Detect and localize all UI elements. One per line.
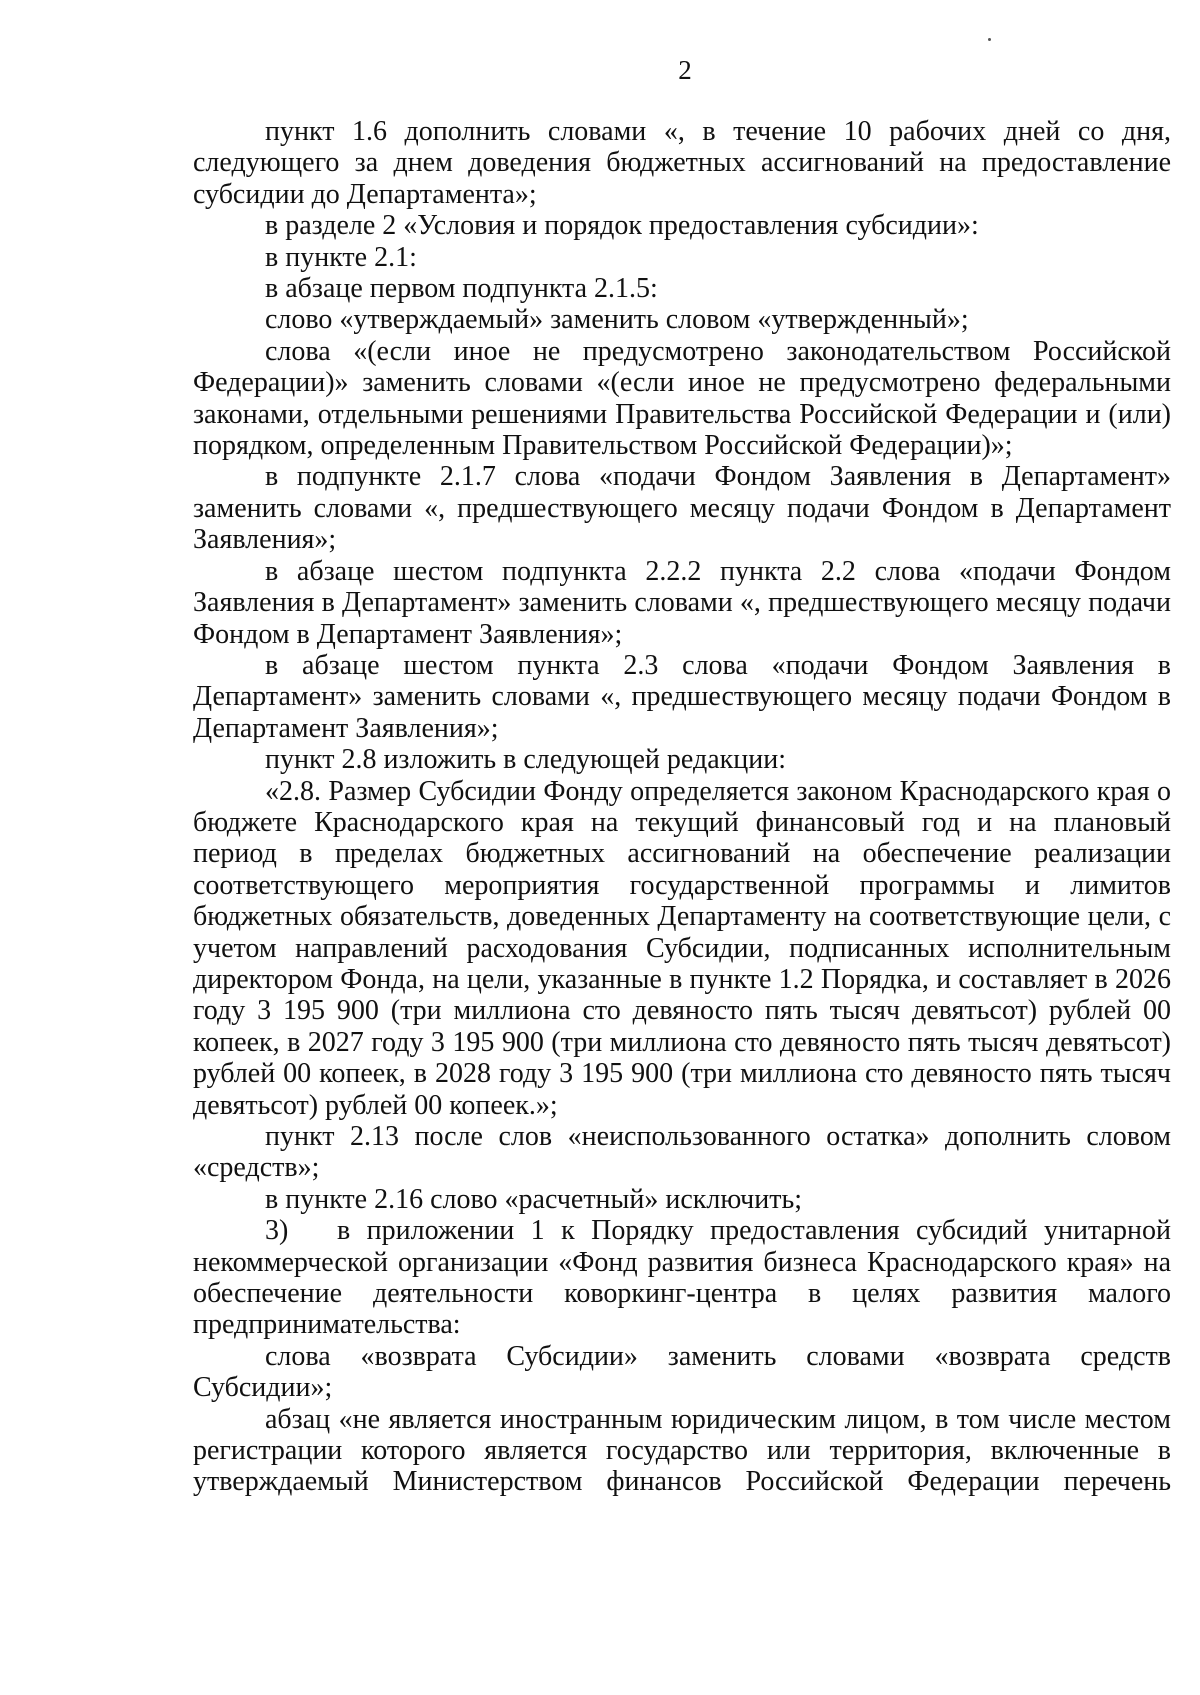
paragraph: в абзаце шестом пункта 2.3 слова «подачи Фондом Заявления в Департамент» заменить словами «, предшествующего месяцу подачи Фондом в Департамент Заявления»;	[193, 649, 1171, 744]
list-item-3	[193, 1215, 1171, 1341]
paragraph: в пункте 2.1:	[265, 241, 417, 273]
list-item-number: 3)	[265, 1215, 289, 1247]
scan-speck	[988, 38, 991, 41]
paragraph: «2.8. Размер Субсидии Фонду определяется законом Краснодарского края о бюджете Краснодарского края на текущий финансовый год и на плановый период в пределах бюджетных ассигнований на обеспечение реализации соответствующего мероприятия государственной программы и лимитов бюджетных обязательств, доведенных Департаменту на соответствующие цели, с учетом направлений расходования Субсидии, подписанных исполнительным директором Фонда, на цели, указанные в пункте 1.2 Порядка, и составляет в 2026 году 3 195 900 (три миллиона сто девяносто пять тысяч девятьсот) рублей 00 копеек, в 2027 году 3 195 900 (три миллиона сто девяносто пять тысяч девятьсот) рублей 00 копеек, в 2028 году 3 195 900 (три миллиона сто девяносто пять тысяч девятьсот) рублей 00 копеек.»;	[193, 775, 1171, 1121]
document-body	[193, 116, 1171, 1498]
paragraph: слова «возврата Субсидии» заменить словами «возврата средств Субсидии»;	[193, 1340, 1171, 1404]
paragraph: пункт 2.13 после слов «неиспользованного остатка» дополнить словом «средств»;	[193, 1121, 1171, 1184]
paragraph: в подпункте 2.1.7 слова «подачи Фондом Заявления в Департамент» заменить словами «, предшествующего месяцу подачи Фондом в Департамент Заявления»;	[193, 461, 1171, 556]
paragraph: пункт 2.8 изложить в следующей редакции:	[265, 744, 786, 776]
paragraph: в пункте 2.16 слово «расчетный» исключить;	[265, 1183, 803, 1215]
paragraph: пункт 1.6 дополнить словами «, в течение 10 рабочих дней со дня, следующего за днем доведения бюджетных ассигнований на предоставление субсидии до Департамента»;	[193, 116, 1171, 210]
paragraph-continued: абзац «не является иностранным юридическим лицом, в том числе местом регистрации которого является государство или территория, включенные в утверждаемый Министерством финансов Российской Федерации перечень	[193, 1403, 1171, 1498]
paragraph: в абзаце шестом подпункта 2.2.2 пункта 2.2 слова «подачи Фондом Заявления в Департамент» заменить словами «, предшествующего месяцу подачи Фондом в Департамент Заявления»;	[193, 555, 1171, 650]
paragraph: слова «(если иное не предусмотрено законодательством Российской Федерации)» заменить словами «(если иное не предусмотрено федеральными законами, отдельными решениями Правительства Российской Федерации и (или) порядком, определенным Правительством Российской Федерации)»;	[193, 335, 1171, 462]
paragraph: в абзаце первом подпункта 2.1.5:	[265, 273, 658, 305]
page-number: 2	[678, 55, 692, 85]
list-item-text: в приложении 1 к Порядку предоставления субсидий унитарной некоммерческой организации «Фонд развития бизнеса Краснодарского края» на обеспечение деятельности коворкинг-центра в целях развития малого предпринимательства:	[193, 1215, 1171, 1341]
paragraph: слово «утверждаемый» заменить словом «утвержденный»;	[265, 304, 969, 336]
paragraph: в разделе 2 «Условия и порядок предоставления субсидии»:	[265, 210, 979, 242]
